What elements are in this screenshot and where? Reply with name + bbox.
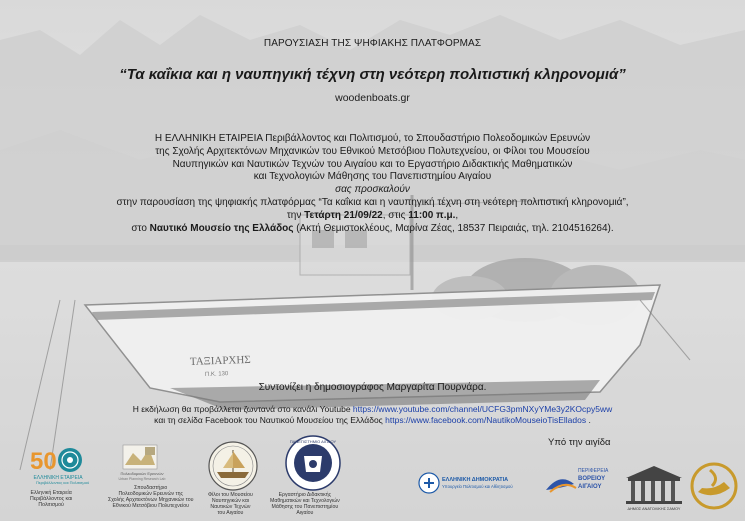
event-time: 11:00 π.μ. <box>408 209 456 221</box>
youtube-link[interactable]: https://www.youtube.com/channel/UCFG3pmNXyYMe3y2KOcpy5ww <box>352 404 613 414</box>
facebook-line: και τη σελίδα Facebook του Ναυτικού Μουσείου της Ελλάδος https://www.facebook.com/NautikoMouseioTisEllados . <box>154 415 591 425</box>
museum-friends-caption: Φίλοι του Μουσείου Ναυπηγικών και Ναυτικών Τεχνών του Αιγαίου <box>208 492 253 516</box>
boat-registration: Π.Κ. 130 <box>204 371 229 378</box>
svg-text:Urban Planning Research Lab: Urban Planning Research Lab <box>118 477 166 481</box>
youtube-line: Η εκδήλωση θα προβάλλεται ζωντανά στο κανάλι Youtube https://www.youtube.com/channel/UCFG3pmNXyYMe3y2KOcpy5ww <box>132 404 613 414</box>
pretitle: ΠΑΡΟΥΣΙΑΣΗ ΤΗΣ ΨΗΦΙΑΚΗΣ ΠΛΑΤΦΟΡΜΑΣ <box>263 38 482 49</box>
aegean-lab-caption: Εργαστήριο Διδακτικής Μαθηματικών και Τεχνολογιών Μάθησης του Πανεπιστημίου Αιγαίου <box>270 492 340 516</box>
organizers-line: Ναυπηγικών και Ναυτικών Τεχνών του Αιγαίου και το Εργαστήριο Διδακτικής Μαθηματικών <box>172 158 573 170</box>
svg-text:Πολεοδομικών Ερευνών: Πολεοδομικών Ερευνών <box>120 471 164 476</box>
svg-text:Υπουργείο Πολιτισμού και Αθλητ: Υπουργείο Πολιτισμού και Αθλητισμού <box>442 484 513 489</box>
eepp-logo <box>28 443 88 483</box>
svg-text:ΠΑΝΕΠΙΣΤΗΜΙΟ ΑΙΓΑΙΟΥ: ΠΑΝΕΠΙΣΤΗΜΙΟ ΑΙΓΑΙΟΥ <box>289 439 337 444</box>
invitation-body <box>0 133 745 235</box>
coordinator-line: Συντονίζει η δημοσιογράφος Μαργαρίτα Πουρνάρα. <box>258 382 487 393</box>
auspices-label: Υπό την αιγίδα <box>548 437 611 448</box>
ship-emblem-logo <box>690 462 738 510</box>
event-date: Τετάρτη 21/09/22 <box>304 209 383 221</box>
invite-line: σας προσκαλούν <box>335 184 410 196</box>
svg-text:ΕΛΛΗΝΙΚΗ ΕΤΑΙΡΕΙΑ: ΕΛΛΗΝΙΚΗ ΕΤΑΙΡΕΙΑ <box>33 475 83 481</box>
boat-name: ΤΑΞΙΑΡΧΗΣ <box>189 353 251 368</box>
aegean-university-logo <box>284 434 342 492</box>
north-aegean-region-logo <box>542 462 612 498</box>
svg-text:ΠΕΡΙΦΕΡΕΙΑ: ΠΕΡΙΦΕΡΕΙΑ <box>578 468 609 474</box>
svg-text:ΒΟΡΕΙΟΥ: ΒΟΡΕΙΟΥ <box>578 476 606 482</box>
date-line: την Τετάρτη 21/09/22, στις 11:00 π.μ., <box>286 209 459 221</box>
svg-text:ΔΗΜΟΣ ΑΝΑΤΟΛΙΚΗΣ ΣΑΜΟΥ: ΔΗΜΟΣ ΑΝΑΤΟΛΙΚΗΣ ΣΑΜΟΥ <box>627 507 681 511</box>
stream-info <box>0 404 745 426</box>
venue-line: στο Ναυτικό Μουσείο της Ελλάδος (Ακτή Θεμιστοκλέους, Μαρίνα Ζέας, 18537 Πειραιάς, τηλ. 2104516264). <box>131 222 614 234</box>
website-label: woodenboats.gr <box>335 92 410 104</box>
organizers-line: της Σχολής Αρχιτεκτόνων Μηχανικών του Εθνικού Μετσόβιου Πολυτεχνείου, οι Φίλοι του Μουσείου <box>155 145 590 157</box>
svg-text:ΑΙΓΑΙΟΥ: ΑΙΓΑΙΟΥ <box>578 484 602 490</box>
svg-text:50: 50 <box>30 448 57 475</box>
presentation-line: στην παρουσίαση της ψηφιακής πλατφόρμας “Τα καΐκια και η ναυπηγική τέχνη στη νεότερη πολιτιστική κληρονομιά”, <box>116 196 629 208</box>
organizers-line: και Τεχνολογιών Μάθησης του Πανεπιστημίου Αιγαίου <box>253 171 492 183</box>
page-title: “Τα καΐκια και η ναυπηγική τέχνη στη νεότερη πολιτιστική κληρονομιά” <box>119 66 626 83</box>
venue-name: Ναυτικό Μουσείο της Ελλάδος <box>149 222 294 234</box>
urban-planning-lab-logo <box>115 441 170 483</box>
facebook-link[interactable]: https://www.facebook.com/NautikoMouseioTisEllados <box>385 415 587 425</box>
svg-text:ΕΛΛΗΝΙΚΗ ΔΗΜΟΚΡΑΤΙΑ: ΕΛΛΗΝΙΚΗ ΔΗΜΟΚΡΑΤΙΑ <box>442 477 509 483</box>
eepp-caption: Ελληνική Εταιρεία Περιβάλλοντος και Πολιτισμού <box>30 490 73 508</box>
urban-planning-caption: Σπουδαστήριο Πολεοδομικών Ερευνών της Σχολής Αρχιτεκτόνων Μηχανικών του Εθνικού Μετσόβιου Πολυτεχνείου <box>108 485 194 509</box>
ministry-culture-logo <box>418 470 528 496</box>
organizers-line: Η ΕΛΛΗΝΙΚΗ ΕΤΑΙΡΕΙΑ Περιβάλλοντος και Πολιτισμού, το Σπουδαστήριο Πολεοδομικών Ερευνών <box>154 133 591 144</box>
east-samos-municipality-logo <box>620 462 688 512</box>
museum-friends-logo <box>205 440 261 492</box>
eepp-logo-sub: Περιβάλλοντος και Πολιτισμού <box>36 480 90 485</box>
